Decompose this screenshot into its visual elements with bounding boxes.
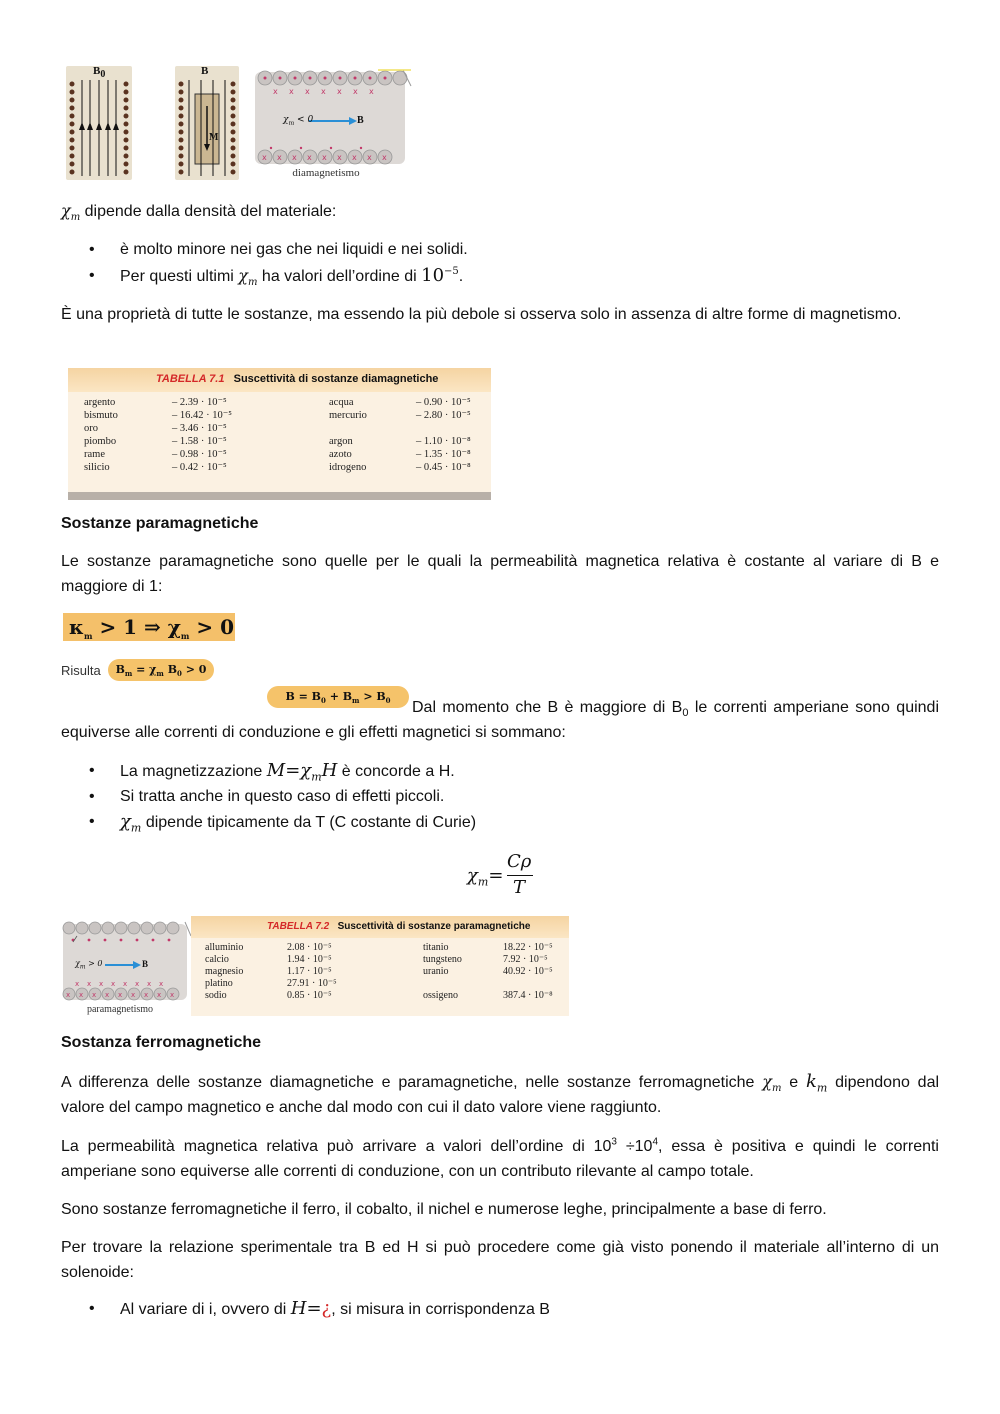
list-item: • Si tratta anche in questo caso di effetti piccoli.	[61, 784, 939, 809]
risulta-label: Risulta	[61, 663, 101, 678]
paragraph-b-greater: Dal momento che B è maggiore di $B_0$ le correnti amperiane sono quindi equiverse alle correnti di conduzione e gli effetti magnetici si sommano:	[61, 699, 940, 741]
paragraph-property: È una proprietà di tutte le sostanze, ma essendo la più debole si osserva solo in assenza di altre forme di magnetismo.	[61, 306, 902, 323]
heading-paramagnetic: Sostanze paramagnetiche	[61, 515, 259, 532]
solenoid-b0-drawing	[66, 66, 132, 180]
paragraph-permeability: La permeabilità magnetica relativa può arrivare a valori dell’ordine di $10^3 \div 10^4$, essa è positiva e quindi le correnti amperiane sono equiverse alle correnti di conduzione, con un contributo rilevante al campo totale.	[61, 1136, 939, 1180]
diamagnetism-drawing	[253, 66, 413, 170]
svg-text:x: x	[289, 87, 294, 96]
svg-text:x: x	[305, 87, 310, 96]
table-col-values-right: 18.22 · 10⁻⁵ 7.92 · 10⁻⁵ 40.92 · 10⁻⁵ 387.4 · 10⁻⁸	[503, 942, 553, 1001]
table-col-values-left: – 2.39 · 10⁻⁵ – 16.42 · 10⁻⁵ – 3.46 · 10⁻⁵ – 1.58 · 10⁻⁵ – 0.98 · 10⁻⁵ – 0.42 · 10⁻⁵	[172, 397, 232, 473]
svg-text:x: x	[87, 980, 92, 988]
list-item: • $\chi_m$ dipende tipicamente da T (C costante di Curie)	[61, 809, 939, 835]
svg-text:x: x	[99, 980, 104, 988]
table-title: TABELLA 7.2 Suscettività di sostanze paramagnetiche	[267, 921, 531, 932]
svg-text:x: x	[367, 153, 372, 162]
svg-text:x: x	[147, 980, 152, 988]
svg-text:x: x	[157, 991, 162, 999]
b0-label: $B_0$	[93, 65, 106, 81]
svg-text:x: x	[322, 153, 327, 162]
paragraph-experimental: Per trovare la relazione sperimentale tra B ed H si può procedere come già visto ponendo il materiale all’interno di un solenoide:	[61, 1239, 939, 1281]
list-solenoid	[61, 1296, 939, 1322]
k-m-symbol: $k_m$	[805, 1071, 828, 1095]
chi-m-symbol: $\chi_m$	[61, 201, 81, 224]
table-col-names-left: alluminio calcio magnesio platino sodio	[205, 942, 244, 1001]
svg-text:x: x	[170, 991, 175, 999]
svg-text:x: x	[277, 153, 282, 162]
formula-b-total-pill: $B = B_0 + B_m > B_0$	[267, 686, 409, 708]
diamagnetism-figure	[253, 66, 413, 182]
list-item: • è molto minore nei gas che nei liquidi e nei solidi.	[61, 237, 939, 262]
list-item: • Al variare di i, ovvero di H=¿, si misura in corrispondenza B	[61, 1296, 939, 1322]
chi-m-symbol: $\chi_m$	[120, 811, 142, 835]
table-col-values-right: – 0.90 · 10⁻⁵ – 2.80 · 10⁻⁵ – 1.10 · 10⁻⁸ – 1.35 · 10⁻⁸ – 0.45 · 10⁻⁸	[416, 397, 471, 473]
paragraph-paramagnetic-def: Le sostanze paramagnetiche sono quelle per le quali la permeabilità magnetica relativa è costante al variare di B e maggiore di 1:	[61, 553, 939, 595]
svg-text:x: x	[382, 153, 387, 162]
table-title: TABELLA 7.1 Suscettività di sostanze diamagnetiche	[156, 373, 439, 385]
svg-text:x: x	[123, 980, 128, 988]
svg-text:x: x	[144, 991, 149, 999]
paramagnetism-figure	[61, 918, 191, 1018]
list-density	[61, 237, 939, 289]
svg-text:x: x	[111, 980, 116, 988]
power-of-ten: $10^{-5}$	[421, 265, 459, 286]
svg-text:x: x	[105, 991, 110, 999]
svg-text:x: x	[337, 87, 342, 96]
chi-m-symbol: $\chi_m$	[238, 266, 258, 289]
table-col-names-left: argento bismuto oro piombo rame silicio	[84, 397, 118, 473]
svg-text:x: x	[118, 991, 123, 999]
solenoid-m-drawing	[175, 66, 239, 180]
svg-text:x: x	[92, 991, 97, 999]
svg-text:x: x	[159, 980, 164, 988]
svg-text:x: x	[135, 980, 140, 988]
paragraph-ferromagnetic-dep: A differenza delle sostanze diamagnetiche e paramagnetiche, nelle sostanze ferromagnetiche $\chi_m$ e $k_m$ dipendono dal valore del campo magnetico e anche dal modo con cui il dato valore viene raggiunto.	[61, 1071, 940, 1116]
chi-m-condition: $\chi_m > 0$	[75, 959, 103, 971]
list-paramagnetic	[61, 758, 939, 835]
svg-text:x: x	[131, 991, 136, 999]
svg-text:x: x	[75, 980, 80, 988]
formula-h: H=¿	[290, 1298, 332, 1319]
svg-text:x: x	[337, 153, 342, 162]
svg-text:x: x	[369, 87, 374, 96]
chi-m-symbol: $\chi_m$	[762, 1072, 782, 1095]
list-item: • La magnetizzazione $M=\chi_mH$ è concorde a H.	[61, 758, 939, 784]
formula-kappa: $\kappa_m > 1$ ⇒ $\chi_m > 0$	[63, 613, 235, 641]
solenoid-figure-m	[175, 66, 239, 180]
paragraph-density: $\chi_m$ dipende dalla densità del materiale:	[61, 201, 337, 224]
list-item: • Per questi ultimi $\chi_m$ ha valori dell’ordine di $10^{-5}$.	[61, 263, 939, 289]
svg-text:x: x	[353, 87, 358, 96]
svg-text:x: x	[292, 153, 297, 162]
solenoid-figure-b0	[66, 66, 132, 180]
table-diamagnetic	[68, 368, 491, 500]
heading-ferromagnetic: Sostanza ferromagnetiche	[61, 1034, 262, 1051]
b-field-label: B	[142, 959, 149, 969]
diamagnetism-caption: diamagnetismo	[292, 167, 360, 179]
svg-text:x: x	[321, 87, 326, 96]
svg-text:x: x	[307, 153, 312, 162]
svg-text:x: x	[262, 153, 267, 162]
fraction-bar	[507, 875, 533, 876]
table-col-names-right: acqua mercurio argon azoto idrogeno	[329, 397, 367, 473]
svg-text:x: x	[273, 87, 278, 96]
svg-text:x: x	[352, 153, 357, 162]
paragraph-ferro-list: Sono sostanze ferromagnetiche il ferro, il cobalto, il nichel e numerose leghe, principalmente a base di ferro.	[61, 1201, 827, 1218]
svg-text:x: x	[66, 991, 71, 999]
table-col-values-left: 2.08 · 10⁻⁵ 1.94 · 10⁻⁵ 1.17 · 10⁻⁵ 27.91 · 10⁻⁵ 0.85 · 10⁻⁵	[287, 942, 337, 1001]
b-field-label: B	[357, 115, 364, 126]
formula-magnetization: $M=\chi_mH$	[266, 760, 338, 784]
table-paramagnetic	[191, 916, 569, 1016]
curie-numerator: Cρ	[507, 851, 532, 872]
svg-text:x: x	[79, 991, 84, 999]
table-col-names-right: titanio tungsteno uranio ossigeno	[423, 942, 462, 1001]
formula-bm-pill: $B_m = \chi_m$ $B_0 > 0$	[108, 659, 214, 681]
m-label: M	[209, 132, 219, 143]
b-label: B	[201, 65, 209, 77]
chi-m-condition: $\chi_m < 0$	[283, 115, 314, 127]
curie-denominator: T	[513, 877, 526, 898]
formula-risulta	[61, 659, 221, 683]
formula-curie: $\chi_m=$ Cρ T	[467, 851, 532, 898]
paramagnetism-caption: paramagnetismo	[86, 1004, 154, 1015]
